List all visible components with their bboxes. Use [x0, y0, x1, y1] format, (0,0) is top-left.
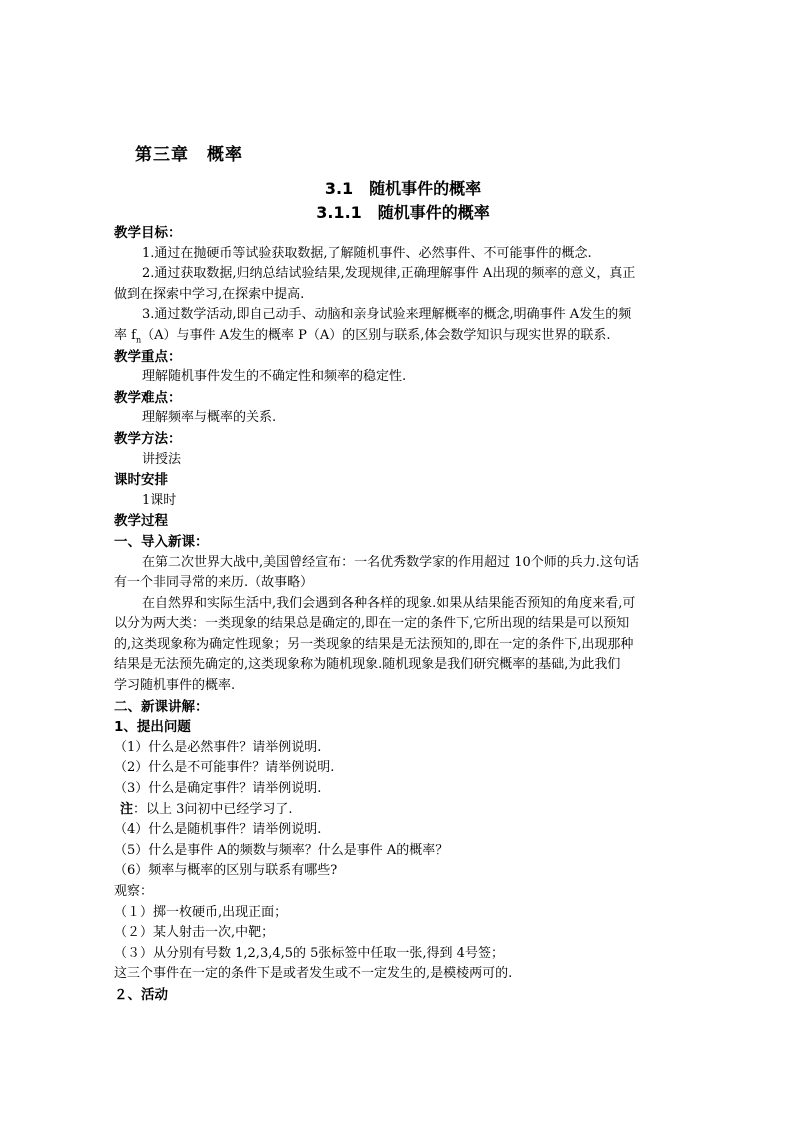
document-body	[114, 223, 684, 1006]
difficulty-heading: 教学难点：	[114, 389, 182, 406]
method-text: 讲授法	[142, 451, 182, 467]
method-heading: 教学方法：	[114, 430, 182, 447]
subsection-title: 3.1.1 随机事件的概率	[316, 203, 490, 222]
observation-1: （１）掷一枚硬币,出现正面；	[114, 904, 288, 920]
intro-p2-line-4: 结果是无法预先确定的,这类现象称为随机现象.随机现象是我们研究概率的基础,为此我们	[114, 657, 621, 673]
note-text: ：以上 3问初中已经学习了.	[133, 801, 293, 817]
conclusion: 这三个事件在一定的条件下是或者发生或不一定发生的,是模棱两可的.	[114, 966, 513, 982]
lecture-sub-heading-2: ２、活动	[114, 986, 168, 1003]
difficulty-text: 理解频率与概率的关系.	[142, 410, 277, 426]
key-text: 理解随机事件发生的不确定性和频率的稳定性.	[142, 369, 407, 385]
intro-p1-line-1: 在第二次世界大战中,美国曾经宣布：一名优秀数学家的作用超过 10个师的兵力.这句话	[142, 554, 639, 570]
question-3: （3）什么是确定事件？请举例说明.	[114, 781, 322, 797]
question-2: （2）什么是不可能事件？请举例说明.	[114, 760, 335, 776]
goals-heading: 教学目标：	[114, 225, 182, 241]
schedule-heading: 课时安排	[114, 472, 168, 489]
goal-1: 1.通过在抛硬币等试验获取数据,了解随机事件、必然事件、不可能事件的概念.	[142, 245, 592, 261]
question-6: （6）频率与概率的区别与联系有哪些?	[114, 863, 338, 879]
lecture-heading: 二、新课讲解：	[114, 698, 209, 715]
question-5: （5）什么是事件 A的频数与频率？什么是事件 A的概率？	[114, 842, 449, 858]
process-heading: 教学过程	[114, 513, 168, 530]
intro-p2-line-5: 学习随机事件的概率.	[114, 678, 236, 694]
section-title: 3.1 随机事件的概率	[324, 179, 482, 198]
observe-label: 观察：	[114, 884, 154, 899]
goal-3-frequency-subscript: n	[135, 335, 142, 345]
chapter-heading: 第三章 概率	[135, 145, 243, 165]
question-1: （1）什么是必然事件？请举例说明.	[114, 739, 322, 755]
observation-3: （３）从分别有号数 1,2,3,4,5的 5张标签中任取一张,得到 4号签；	[114, 945, 504, 961]
intro-heading: 一、导入新课：	[114, 533, 209, 550]
key-heading: 教学重点：	[114, 348, 182, 365]
goal-3-line-1: 3.通过数学活动,即自己动手、动脑和亲身试验来理解概率的概念,明确事件 A发生的频	[142, 307, 632, 323]
lecture-sub-heading-1: 1、提出问题	[114, 719, 191, 736]
intro-p1-line-2: 有一个非同寻常的来历.（故事略）	[114, 575, 314, 591]
intro-p2-line-1: 在自然界和实际生活中,我们会遇到各种各样的现象.如果从结果能否预知的角度来看,可	[142, 595, 636, 611]
goal-3-frequency-prefix: 率 f	[114, 327, 136, 343]
observation-2: （２）某人射击一次,中靶；	[114, 925, 275, 941]
schedule-text: 1课时	[142, 492, 177, 508]
goal-2-line-2: 做到在探索中学习,在探索中提高.	[114, 286, 305, 302]
intro-p2-line-3: 的,这类现象称为确定性现象；另一类现象的结果是无法预知的,即在一定的条件下,出现那种	[114, 636, 634, 652]
goal-3-frequency-suffix: （A）与事件 A发生的概率 P（A）的区别与联系,体会数学知识与现实世界的联系.	[141, 327, 611, 343]
intro-p2-line-2: 以分为两大类：一类现象的结果总是确定的,即在一定的条件下,它所出现的结果是可以预知	[114, 616, 630, 632]
note-line	[114, 800, 684, 821]
note-label: 注	[120, 801, 134, 817]
goal-2-line-1: 2.通过获取数据,归纳总结试验结果,发现规律,正确理解事件 A出现的频率的意义，真正	[142, 266, 636, 282]
goal-3-line-2	[114, 326, 684, 347]
question-4: （4）什么是随机事件？请举例说明.	[114, 822, 322, 838]
